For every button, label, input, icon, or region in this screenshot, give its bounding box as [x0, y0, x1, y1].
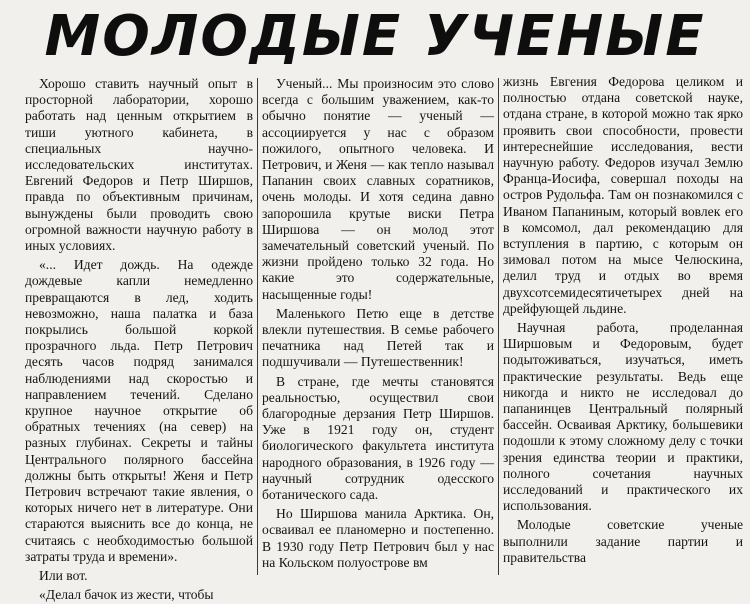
paragraph: Ученый... Мы произносим это слово всегда с большим уважением, как-то обычно понятие — ученый — ассоциируется у нас с образом пожилого, опытного человека. И Петрович, и Женя — как тепло называл Папанин своих славных соратников, очень молоды. И хотя седина давно запорошила крутые виски Петра Ширшова — он молод этот замечательный советский ученый. По жизни пройдено только 32 года. Но какие это содержательные, насыщенные годы! — [262, 76, 494, 302]
paragraph: Маленького Петю еще в детстве влекли путешествия. В семье рабочего печатника над Петей так и подшучивали — Путешественник! — [262, 305, 494, 370]
article-column-3 — [503, 74, 743, 573]
paragraph: «Делал бачок из жести, чтобы — [39, 587, 214, 603]
paragraph: Молодые советские ученые выполнили задание партии и правительства — [503, 517, 743, 565]
column-divider — [257, 78, 258, 575]
headline: МОЛОДЫЕ УЧЕНЫЕ — [44, 4, 706, 69]
paragraph: Хорошо ставить научный опыт в просторной лаборатории, хорошо работать над ценным открытием в тиши уютного кабинета, в специальных научно-исследовательских институтах. Евгений Федоров и Петр Ширшов, правда по объективным причинам, вынуждены были проводить свою огромной важности научную работу в иных условиях. — [25, 76, 253, 254]
paragraph: Но Ширшова манила Арктика. Он, осваивал ее планомерно и постепенно. В 1930 году Петр Петрович был у нас на Кольском полуострове вм — [262, 506, 494, 570]
paragraph: Научная работа, проделанная Ширшовым и Федоровым, будет подытоживаться, изучаться, иметь практические результаты. Ведь еще никогда и никто не исследовал до папанинцев Центральный полярный бассейн. Осваивая Арктику, большевики подошли к этому сложному делу с точки зрения единства теории и практики, полного сочетания научных исследований и практического их использования. — [503, 320, 743, 514]
article-column-2 — [262, 76, 494, 575]
paragraph: Или вот. — [39, 568, 88, 584]
paragraph: В стране, где мечты становятся реальностью, осуществил свои благородные дерзания Петр Ширшов. Уже в 1921 году он, студент биологического факультета института народного образования, в 1926 году — научный сотрудник одесского ботанического сада. — [262, 373, 494, 503]
column-divider — [498, 78, 499, 575]
article-column-1 — [25, 76, 253, 603]
paragraph: жизнь Евгения Федорова целиком и полностью отдана советской науке, отдана стране, в которой можно так ярко проявить свои способности, провести интереснейшие исследования, вести научную работу. Федоров изучал Землю Франца-Иосифа, совершал походы на остров Рудольфа. Там он познакомился с Иваном Папаниным, который вовлек его в комсомол, дал рекомендацию для вступления в партию, с которым он зимовал потом на мысе Челюскина, делил труд и отдых во время двухсотсемидесятичетырех дней на дрейфующей льдине. — [503, 74, 743, 316]
paragraph: «... Идет дождь. На одежде дождевые капли немедленно превращаются в лед, ходить невозможно, наша палатка и база покрылись большой коркой прозрачного льда. Петр Петрович десять часов подряд занимался наблюдениями над скоростью и направлением течений. Сделано крупное научное открытие об обратных течениях (на север) на разных глубинах. Секреты и тайны Центрального полярного бассейна должны быть открыты! Женя и Петр Петрович встречают такие явления, о которых ничего нет в литературе. Они стараются выяснить все до конца, не считаясь с необходимостью большой затраты труда и времени». — [25, 257, 253, 564]
